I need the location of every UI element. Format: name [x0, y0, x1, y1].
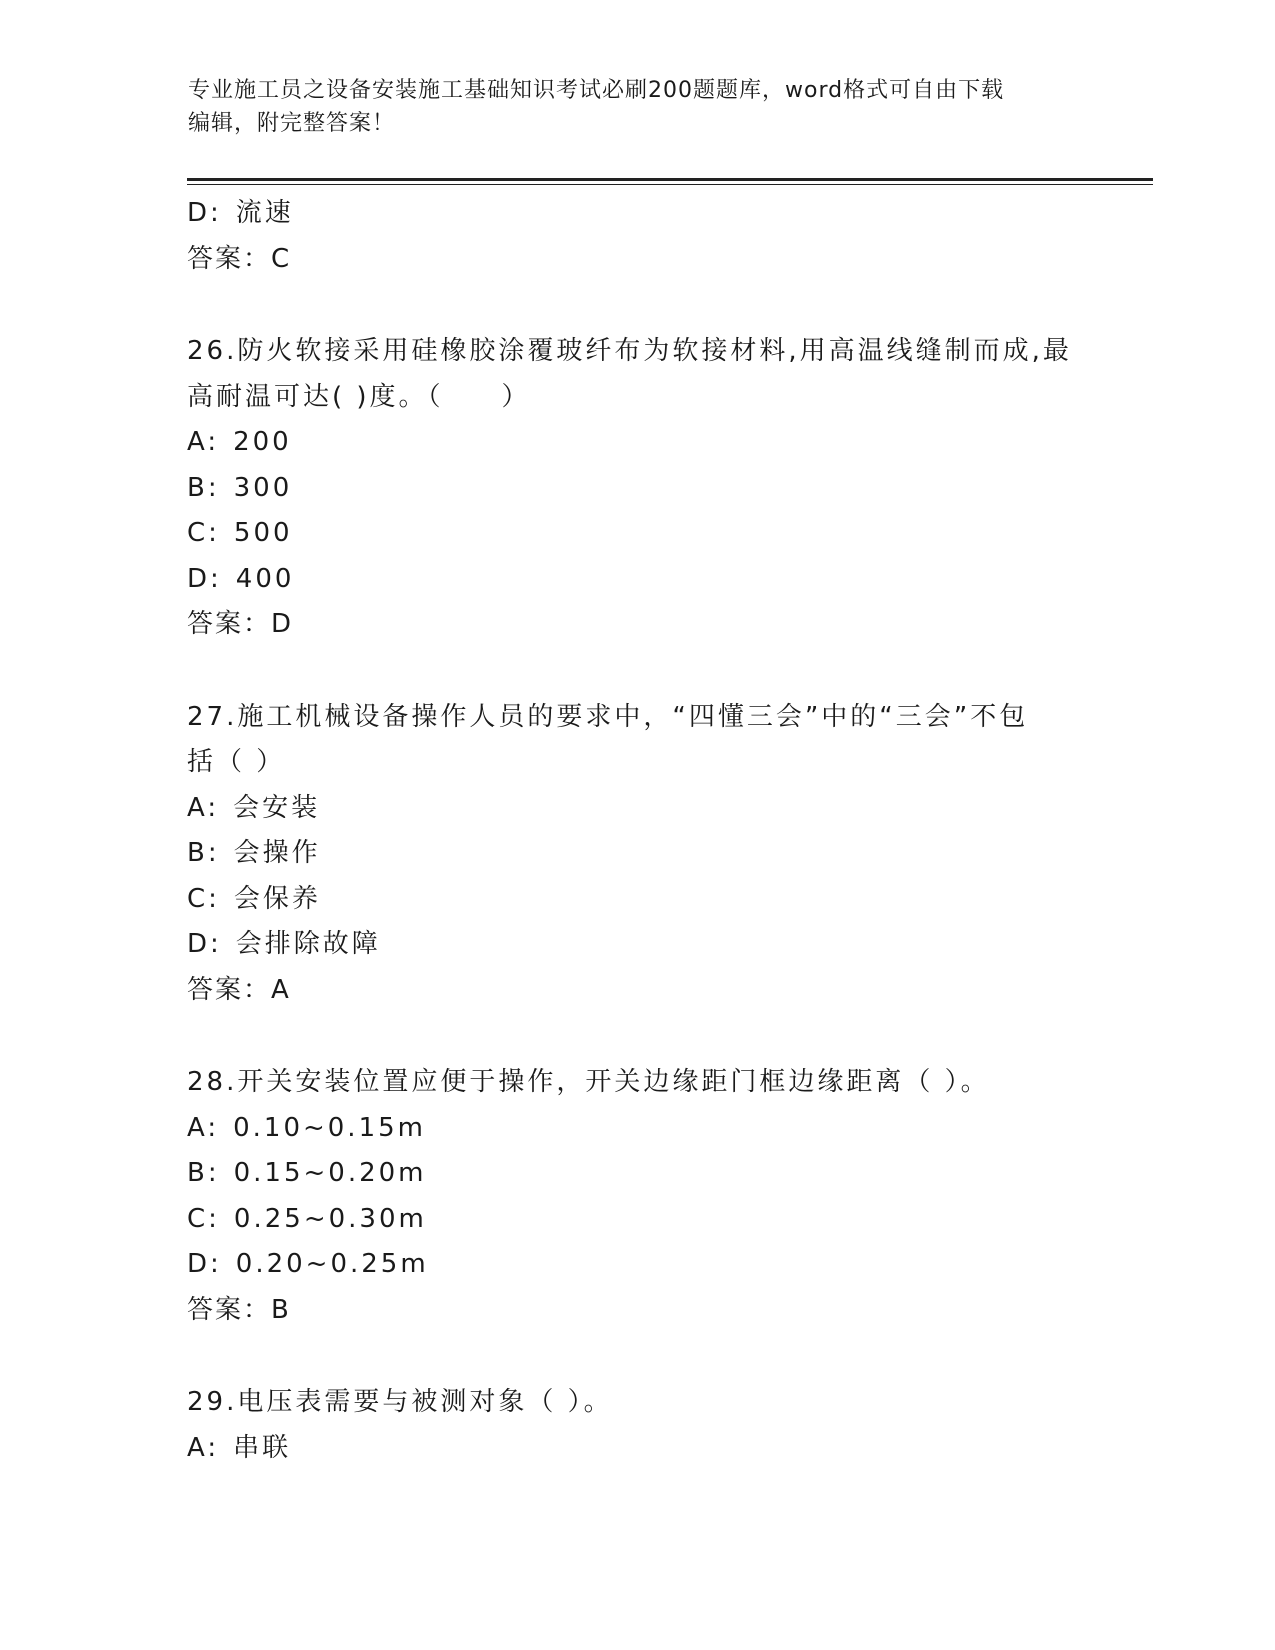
option-text: 0.10~0.15m [233, 1112, 426, 1143]
option-label: C: [187, 883, 220, 914]
option-text: 200 [233, 427, 292, 457]
answer-line: 答案：D [187, 609, 294, 639]
question-stem-line: 26.防火软接采用硅橡胶涂覆玻纤布为软接材料,用高温线缝制而成,最 [187, 336, 1072, 366]
spacer [187, 1013, 1147, 1060]
option-text: 会保养 [233, 883, 321, 914]
option-text: 0.15~0.20m [233, 1158, 427, 1188]
option-row [187, 191, 1147, 237]
option-row [187, 511, 1147, 557]
option-row [187, 1151, 1147, 1197]
option-text: 流速 [235, 198, 294, 228]
option-row [187, 420, 1147, 466]
header-title-line-2: 编辑，附完整答案！ [188, 111, 396, 136]
option-text: 400 [235, 563, 295, 594]
header-title-line-1: 专业施工员之设备安装施工基础知识考试必刷200题题库，word格式可自由下载 [188, 78, 1005, 103]
option-label: D: [187, 1249, 222, 1279]
question-stem-line: 28.开关安装位置应便于操作，开关边缘距门框边缘距离（ ）。 [187, 1067, 990, 1097]
answer-line: 答案：C [187, 243, 292, 274]
option-label: C: [187, 518, 220, 548]
option-label: B: [187, 472, 220, 503]
option-row [187, 1197, 1147, 1243]
spacer [187, 282, 1147, 329]
option-text: 0.20~0.25m [235, 1249, 429, 1279]
answer-line: 答案：A [187, 974, 291, 1005]
spacer [187, 648, 1147, 695]
option-row [187, 1242, 1147, 1288]
option-text: 会操作 [233, 838, 321, 868]
option-label: B: [187, 838, 220, 868]
option-row [187, 1426, 1147, 1472]
option-text: 300 [233, 472, 293, 503]
question-stem-line: 27.施工机械设备操作人员的要求中，“四懂三会”中的“三会”不包 [187, 701, 1029, 732]
option-label: D: [187, 198, 222, 228]
option-row [187, 831, 1147, 877]
answer-line: 答案：B [187, 1294, 291, 1325]
option-label: D: [187, 929, 222, 959]
spacer [187, 1333, 1147, 1380]
option-text: 串联 [233, 1432, 292, 1463]
option-label: C: [187, 1203, 220, 1234]
option-label: A: [187, 1112, 220, 1143]
question-stem-line: 29.电压表需要与被测对象（ ）。 [187, 1387, 613, 1417]
option-label: D: [187, 563, 222, 594]
option-row [187, 877, 1147, 923]
question-stem-line: 括（ ） [187, 747, 286, 777]
option-text: 0.25~0.30m [233, 1203, 427, 1234]
header-divider-thick [187, 178, 1153, 181]
document-header [188, 74, 1088, 140]
option-row [187, 786, 1147, 832]
option-row [187, 922, 1147, 968]
option-label: B: [187, 1158, 220, 1188]
option-label: A: [187, 1432, 220, 1463]
option-text: 会排除故障 [235, 929, 381, 959]
option-label: A: [187, 792, 220, 823]
option-row [187, 466, 1147, 512]
option-text: 500 [233, 518, 293, 548]
option-row [187, 557, 1147, 603]
question-stem-line: 高耐温可达( )度。（ ） [187, 381, 531, 412]
document-body [187, 191, 1147, 1471]
option-text: 会安装 [233, 792, 321, 823]
option-label: A: [187, 427, 220, 457]
header-divider-thin [187, 184, 1153, 185]
option-row [187, 1106, 1147, 1152]
